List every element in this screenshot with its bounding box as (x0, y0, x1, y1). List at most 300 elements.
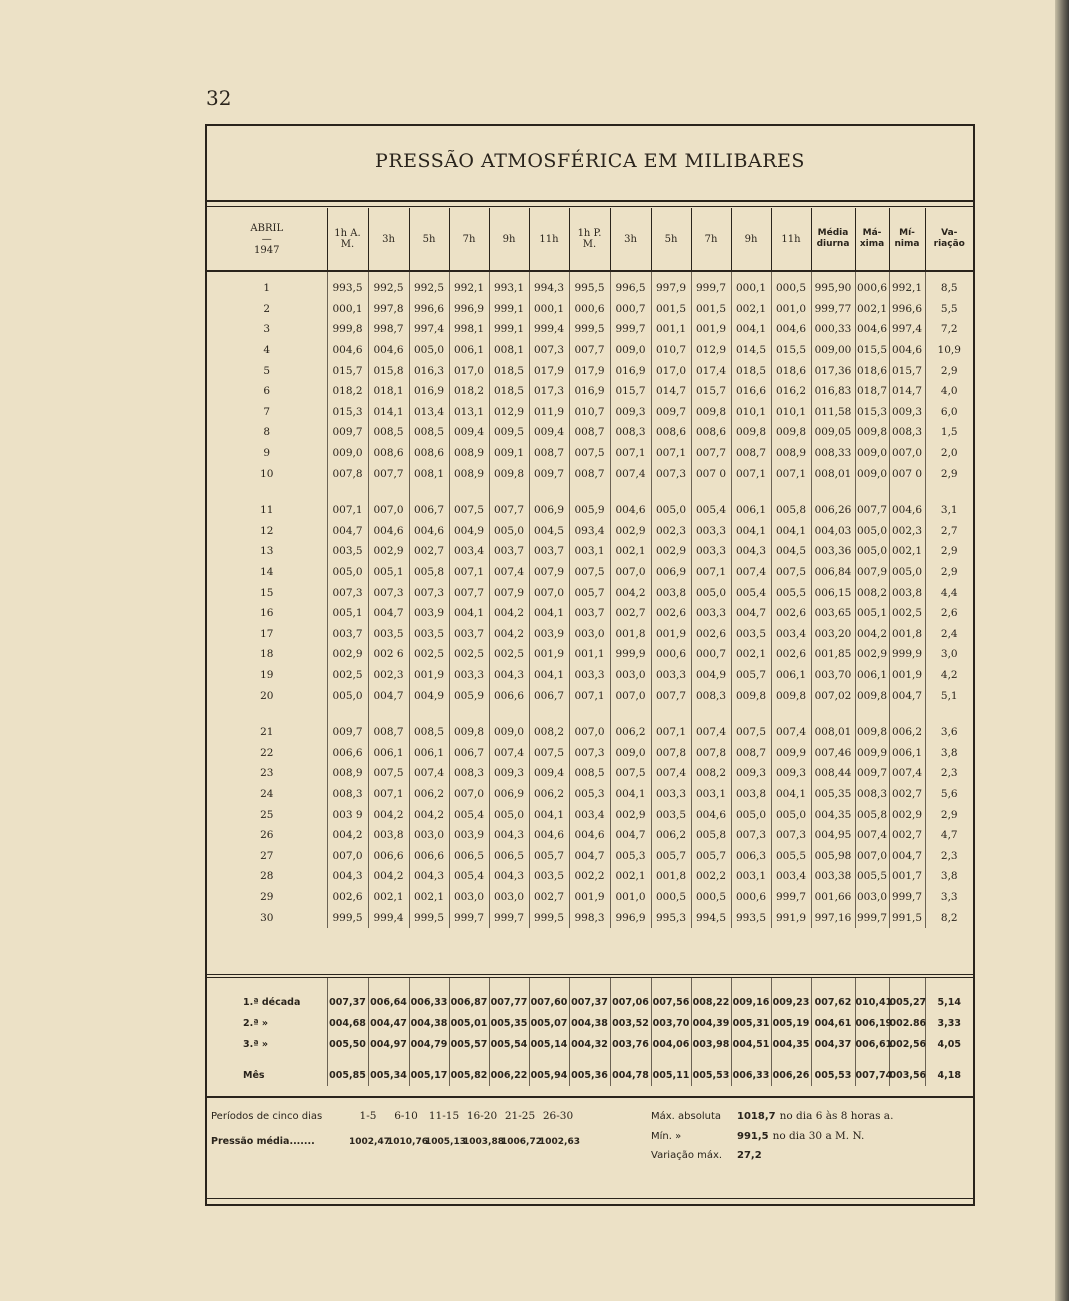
summary-value: 004,39 (691, 1013, 731, 1034)
value-cell: 5,1 (925, 685, 973, 706)
value-cell: 007,1 (731, 463, 771, 484)
summary-label: Mês (243, 1070, 265, 1081)
value-cell: 995,90 (811, 271, 855, 299)
value-cell: 007,5 (569, 562, 610, 583)
min-row (651, 1130, 971, 1150)
value-cell: 995,5 (569, 271, 610, 299)
value-cell: 004,3 (489, 866, 529, 887)
pressure-label: Pressão média....... (211, 1136, 315, 1147)
value-cell: 999,4 (368, 907, 409, 928)
value-cell: 000,6 (569, 299, 610, 320)
value-cell: 005,0 (489, 521, 529, 542)
gap-cell (771, 1055, 811, 1065)
spacer-cell (368, 706, 409, 722)
separator-cell (771, 976, 811, 992)
summary-label: 2.ª » (243, 1018, 269, 1029)
value-cell: 004,2 (489, 624, 529, 645)
value-cell: 008,33 (811, 443, 855, 464)
value-cell: 001,66 (811, 887, 855, 908)
value-cell: 006,7 (409, 500, 449, 521)
value-cell: 005,8 (855, 804, 889, 825)
value-cell: 009,8 (691, 402, 731, 423)
summary-value: 005,57 (449, 1034, 489, 1055)
value-cell: 008,3 (327, 784, 368, 805)
value-cell: 003,70 (811, 665, 855, 686)
value-cell: 010,7 (569, 402, 610, 423)
summary-value: 005,19 (771, 1013, 811, 1034)
value-cell: 002,1 (731, 644, 771, 665)
spacer-cell (207, 706, 327, 722)
value-cell: 009,3 (489, 763, 529, 784)
value-cell: 004,6 (610, 500, 651, 521)
value-cell: 007,1 (368, 784, 409, 805)
value-cell: 003,4 (449, 541, 489, 562)
value-cell: 007,3 (569, 742, 610, 763)
value-cell: 015,5 (771, 340, 811, 361)
summary-body (207, 976, 973, 1086)
summary-value: 005,31 (731, 1013, 771, 1034)
gap-cell (207, 1055, 327, 1065)
value-cell: 007,9 (529, 562, 569, 583)
table-row (207, 887, 973, 908)
value-cell: 001,85 (811, 644, 855, 665)
separator-cell (569, 976, 610, 992)
value-cell: 007,4 (855, 825, 889, 846)
value-cell: 006,1 (889, 742, 925, 763)
value-cell: 002,7 (409, 541, 449, 562)
value-cell: 003,0 (449, 887, 489, 908)
value-cell: 009,3 (771, 763, 811, 784)
day-cell: 26 (260, 829, 274, 842)
value-cell: 005,7 (691, 845, 731, 866)
periods-row (211, 1110, 631, 1136)
value-cell: 001,9 (691, 319, 731, 340)
value-cell: 007,5 (610, 763, 651, 784)
value-cell: 2,9 (925, 463, 973, 484)
value-cell: 016,9 (569, 381, 610, 402)
value-cell: 005,0 (731, 804, 771, 825)
value-cell: 003,5 (651, 804, 691, 825)
value-cell: 002,1 (368, 887, 409, 908)
spacer-cell (529, 484, 569, 500)
separator-cell (368, 976, 409, 992)
value-cell: 006,15 (811, 582, 855, 603)
value-cell: 006,2 (610, 722, 651, 743)
value-cell: 5,5 (925, 299, 973, 320)
value-cell: 009,7 (651, 402, 691, 423)
value-cell: 005,98 (811, 845, 855, 866)
value-cell: 008,7 (731, 742, 771, 763)
value-cell: 004,1 (529, 665, 569, 686)
value-cell: 005,1 (327, 603, 368, 624)
value-cell: 1,5 (925, 422, 973, 443)
value-cell: 2,0 (925, 443, 973, 464)
separator-cell (610, 976, 651, 992)
value-cell: 999,7 (691, 271, 731, 299)
value-cell: 015,7 (889, 360, 925, 381)
summary-value: 003,76 (610, 1034, 651, 1055)
value-cell: 006,1 (771, 665, 811, 686)
value-cell: 005,0 (691, 582, 731, 603)
value-cell: 006,7 (449, 742, 489, 763)
day-cell: 11 (260, 504, 274, 517)
value-cell: 004,6 (569, 825, 610, 846)
gap-cell (651, 1055, 691, 1065)
value-cell: 8,5 (925, 271, 973, 299)
period-range: 6-10 (394, 1110, 418, 1122)
day-cell: 19 (260, 668, 274, 681)
min-label: Mín. » (651, 1131, 682, 1142)
value-cell: 007,4 (489, 742, 529, 763)
value-cell: 004,6 (889, 340, 925, 361)
gap-cell (409, 1055, 449, 1065)
value-cell: 002,7 (610, 603, 651, 624)
spacer-cell (449, 706, 489, 722)
summary-value: 006,19 (855, 1013, 889, 1034)
value-cell: 004,7 (368, 603, 409, 624)
table-row (207, 845, 973, 866)
summary-table (207, 974, 973, 1086)
value-cell: 009,0 (855, 443, 889, 464)
value-cell: 003,1 (691, 784, 731, 805)
value-cell: 008,2 (691, 763, 731, 784)
value-cell: 010,1 (771, 402, 811, 423)
value-cell: 003,38 (811, 866, 855, 887)
value-cell: 014,1 (368, 402, 409, 423)
header-hour: 3h (610, 208, 651, 271)
table-row (207, 624, 973, 645)
gap-cell (855, 1055, 889, 1065)
summary-value: 004,38 (409, 1013, 449, 1034)
summary-value: 005,53 (811, 1065, 855, 1086)
value-cell: 006,7 (529, 685, 569, 706)
footer-divider (207, 1096, 973, 1098)
value-cell: 6,0 (925, 402, 973, 423)
value-cell: 015,7 (691, 381, 731, 402)
header-hour: 7h (691, 208, 731, 271)
value-cell: 003,5 (731, 624, 771, 645)
value-cell: 992,5 (409, 271, 449, 299)
value-cell: 003,7 (489, 541, 529, 562)
value-cell: 009,8 (731, 422, 771, 443)
table-frame (205, 124, 975, 1206)
value-cell: 007,7 (449, 582, 489, 603)
period-range: 16-20 (466, 1110, 498, 1122)
value-cell: 004,95 (811, 825, 855, 846)
pressure-value: 1002,47 (349, 1137, 390, 1147)
value-cell: 003,3 (651, 784, 691, 805)
summary-value: 009,23 (771, 992, 811, 1013)
value-cell: 002,1 (610, 866, 651, 887)
summary-value: 007,74 (855, 1065, 889, 1086)
pressure-value: 1010,76 (387, 1137, 428, 1147)
value-cell: 007,8 (651, 742, 691, 763)
value-cell: 007,5 (771, 562, 811, 583)
value-cell: 10,9 (925, 340, 973, 361)
value-cell: 007,4 (489, 562, 529, 583)
day-cell: 13 (260, 545, 274, 558)
value-cell: 003,4 (569, 804, 610, 825)
spacer-cell (327, 484, 368, 500)
value-cell: 004,2 (855, 624, 889, 645)
value-cell: 006,1 (855, 665, 889, 686)
value-cell: 992,1 (889, 271, 925, 299)
value-cell: 007,8 (691, 742, 731, 763)
value-cell: 002,7 (889, 825, 925, 846)
value-cell: 002,9 (610, 521, 651, 542)
value-cell: 002 6 (368, 644, 409, 665)
summary-value: 006,61 (855, 1034, 889, 1055)
summary-value: 005,14 (529, 1034, 569, 1055)
value-cell: 009,4 (449, 422, 489, 443)
value-cell: 009,9 (855, 742, 889, 763)
summary-value: 004,79 (409, 1034, 449, 1055)
value-cell: 000,6 (731, 887, 771, 908)
summary-value: 4,18 (925, 1065, 973, 1086)
value-cell: 002,6 (771, 603, 811, 624)
value-cell: 2,3 (925, 763, 973, 784)
period-range: 21-25 (504, 1110, 536, 1122)
value-cell: 005,8 (691, 825, 731, 846)
value-cell: 000,33 (811, 319, 855, 340)
value-cell: 018,1 (368, 381, 409, 402)
table-row (207, 360, 973, 381)
summary-value: 006,64 (368, 992, 409, 1013)
summary-label: 3.ª » (243, 1039, 269, 1050)
value-cell: 007,3 (368, 582, 409, 603)
max-note: no dia 6 às 8 horas a. (779, 1110, 894, 1122)
value-cell: 000,6 (651, 644, 691, 665)
value-cell: 007,0 (449, 784, 489, 805)
value-cell: 006,5 (489, 845, 529, 866)
value-cell: 017,0 (651, 360, 691, 381)
value-cell: 093,4 (569, 521, 610, 542)
value-cell: 018,6 (855, 360, 889, 381)
table-row (207, 271, 973, 299)
day-cell: 10 (260, 467, 274, 480)
spacer-cell (449, 484, 489, 500)
value-cell: 004,6 (855, 319, 889, 340)
summary-value: 007,77 (489, 992, 529, 1013)
spacer-cell (529, 706, 569, 722)
day-cell: 21 (260, 726, 274, 739)
value-cell: 017,9 (529, 360, 569, 381)
value-cell: 004,7 (368, 685, 409, 706)
summary-value: 003,56 (889, 1065, 925, 1086)
summary-value: 005,27 (889, 992, 925, 1013)
header-hour: 5h (409, 208, 449, 271)
value-cell: 993,5 (731, 907, 771, 928)
value-cell: 003,8 (731, 784, 771, 805)
value-cell: 003,8 (889, 582, 925, 603)
value-cell: 002,1 (889, 541, 925, 562)
value-cell: 997,4 (409, 319, 449, 340)
gap-cell (569, 1055, 610, 1065)
summary-value: 006,33 (731, 1065, 771, 1086)
value-cell: 003,9 (409, 603, 449, 624)
value-cell: 007,9 (489, 582, 529, 603)
value-cell: 013,1 (449, 402, 489, 423)
value-cell: 017,4 (691, 360, 731, 381)
value-cell: 007,3 (409, 582, 449, 603)
value-cell: 007,1 (449, 562, 489, 583)
day-cell: 5 (263, 364, 271, 377)
value-cell: 001,7 (889, 866, 925, 887)
value-cell: 007 0 (691, 463, 731, 484)
value-cell: 003,3 (691, 541, 731, 562)
value-cell: 006,6 (489, 685, 529, 706)
value-cell: 009,0 (489, 722, 529, 743)
day-cell: 1 (263, 282, 271, 295)
value-cell: 009,05 (811, 422, 855, 443)
value-cell: 3,3 (925, 887, 973, 908)
value-cell: 003,3 (691, 521, 731, 542)
table-row (207, 907, 973, 928)
value-cell: 008,7 (529, 443, 569, 464)
value-cell: 002,5 (327, 665, 368, 686)
value-cell: 004,9 (409, 685, 449, 706)
value-cell: 002,6 (691, 624, 731, 645)
value-cell: 006,9 (529, 500, 569, 521)
header-minima: Mí- nima (889, 208, 925, 271)
summary-value: 006,26 (771, 1065, 811, 1086)
value-cell: 009,0 (610, 340, 651, 361)
value-cell: 002,7 (889, 784, 925, 805)
value-cell: 7,2 (925, 319, 973, 340)
spacer-cell (651, 706, 691, 722)
value-cell: 002,9 (368, 541, 409, 562)
value-cell: 003,3 (691, 603, 731, 624)
value-cell: 009,8 (771, 685, 811, 706)
value-cell: 003,8 (368, 825, 409, 846)
summary-value: 4,05 (925, 1034, 973, 1055)
value-cell: 004,1 (529, 603, 569, 624)
value-cell: 005,0 (327, 685, 368, 706)
summary-value: 005,17 (409, 1065, 449, 1086)
value-cell: 005,0 (889, 562, 925, 583)
summary-value: 004,35 (771, 1034, 811, 1055)
summary-value: 007,60 (529, 992, 569, 1013)
gap-cell (610, 1055, 651, 1065)
day-cell: 29 (260, 890, 274, 903)
value-cell: 009,8 (855, 685, 889, 706)
summary-value: 007,06 (610, 992, 651, 1013)
value-cell: 003,0 (489, 887, 529, 908)
spacer-cell (489, 706, 529, 722)
value-cell: 994,3 (529, 271, 569, 299)
value-cell: 009,8 (855, 722, 889, 743)
value-cell: 007,7 (651, 685, 691, 706)
day-cell: 9 (263, 447, 271, 460)
value-cell: 008,5 (368, 422, 409, 443)
value-cell: 992,1 (449, 271, 489, 299)
spacer-cell (771, 706, 811, 722)
value-cell: 009,0 (610, 742, 651, 763)
value-cell: 007,0 (610, 685, 651, 706)
value-cell: 008,9 (771, 443, 811, 464)
value-cell: 000,5 (771, 271, 811, 299)
table-row (207, 500, 973, 521)
summary-value: 004,38 (569, 1013, 610, 1034)
value-cell: 001,9 (529, 644, 569, 665)
separator-cell (207, 976, 327, 992)
value-cell: 4,2 (925, 665, 973, 686)
value-cell: 007,3 (651, 463, 691, 484)
gap-cell (368, 1055, 409, 1065)
value-cell: 017,0 (449, 360, 489, 381)
value-cell: 004,6 (771, 319, 811, 340)
value-cell: 007,0 (889, 443, 925, 464)
value-cell: 012,9 (691, 340, 731, 361)
value-cell: 007,0 (569, 722, 610, 743)
value-cell: 996,6 (409, 299, 449, 320)
value-cell: 016,9 (409, 381, 449, 402)
value-cell: 996,6 (889, 299, 925, 320)
table-row (207, 299, 973, 320)
value-cell: 009,8 (731, 685, 771, 706)
value-cell: 999,5 (409, 907, 449, 928)
value-cell: 014,7 (889, 381, 925, 402)
summary-row (207, 1013, 973, 1034)
value-cell: 003,5 (529, 866, 569, 887)
value-cell: 004,7 (889, 845, 925, 866)
summary-value: 004,32 (569, 1034, 610, 1055)
variation-value: 27,2 (737, 1150, 762, 1161)
summary-value: 004,61 (811, 1013, 855, 1034)
table-row (207, 763, 973, 784)
value-cell: 003 9 (327, 804, 368, 825)
row-spacer (207, 706, 973, 722)
value-cell: 008,9 (327, 763, 368, 784)
value-cell: 008,3 (691, 685, 731, 706)
value-cell: 009,7 (529, 463, 569, 484)
value-cell: 3,0 (925, 644, 973, 665)
value-cell: 008,44 (811, 763, 855, 784)
value-cell: 004,2 (409, 804, 449, 825)
value-cell: 016,3 (409, 360, 449, 381)
table-row (207, 319, 973, 340)
value-cell: 004,2 (368, 866, 409, 887)
value-cell: 004,3 (731, 541, 771, 562)
value-cell: 008,3 (449, 763, 489, 784)
value-cell: 001,5 (651, 299, 691, 320)
value-cell: 999,7 (771, 887, 811, 908)
value-cell: 001,8 (889, 624, 925, 645)
pressure-value: 1006,72 (501, 1137, 542, 1147)
spacer-cell (327, 706, 368, 722)
value-cell: 005,0 (409, 340, 449, 361)
value-cell: 012,9 (489, 402, 529, 423)
value-cell: 004,9 (449, 521, 489, 542)
gap-cell (691, 1055, 731, 1065)
min-note: no dia 30 a M. N. (772, 1130, 865, 1142)
value-cell: 007,7 (691, 443, 731, 464)
value-cell: 008,3 (855, 784, 889, 805)
value-cell: 007,02 (811, 685, 855, 706)
table-row (207, 402, 973, 423)
value-cell: 992,5 (368, 271, 409, 299)
header-maxima: Má- xima (855, 208, 889, 271)
value-cell: 007,3 (327, 582, 368, 603)
spacer-cell (811, 706, 855, 722)
value-cell: 003,9 (529, 624, 569, 645)
value-cell: 3,8 (925, 742, 973, 763)
gap-cell (811, 1055, 855, 1065)
value-cell: 999,1 (489, 299, 529, 320)
value-cell: 001,0 (771, 299, 811, 320)
value-cell: 004,1 (731, 319, 771, 340)
summary-value: 007,37 (327, 992, 368, 1013)
